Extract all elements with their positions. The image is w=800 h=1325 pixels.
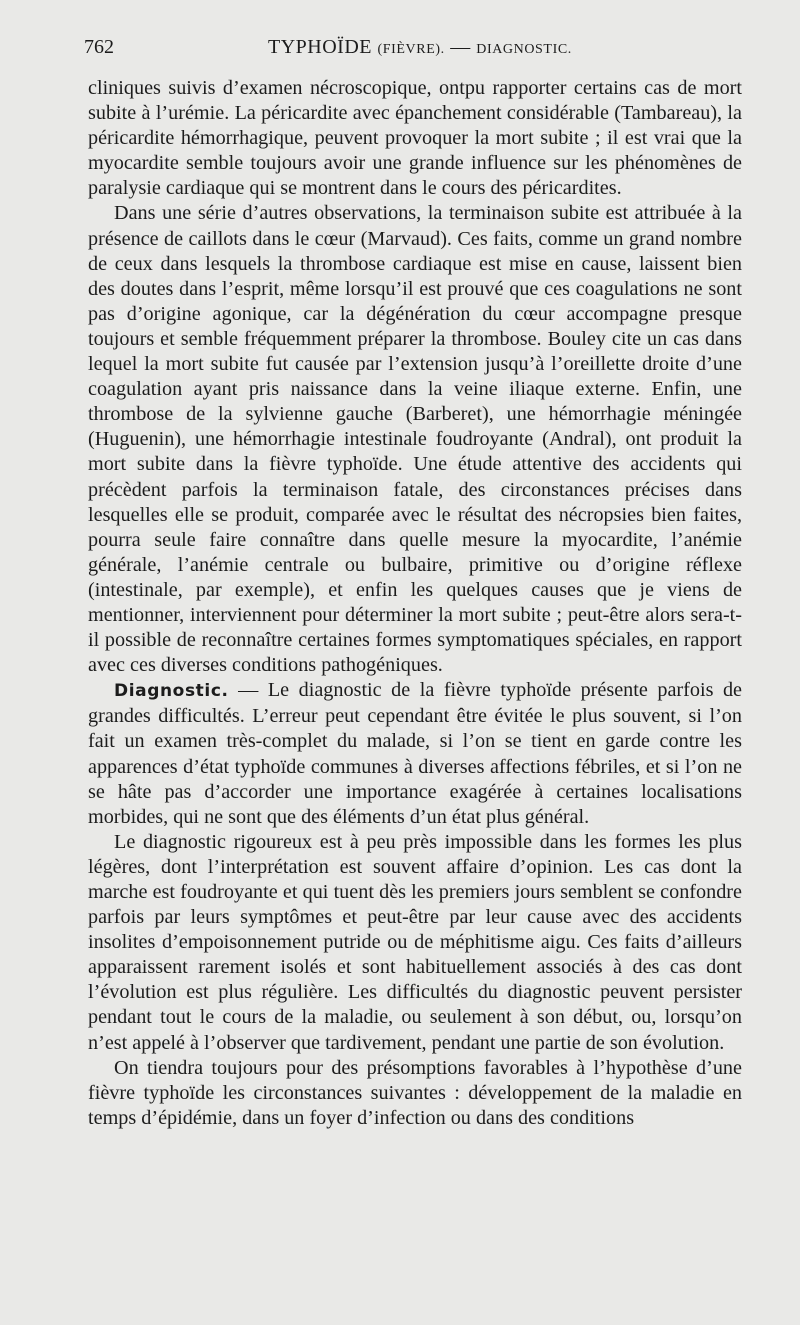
running-title-section: DIAGNOSTIC. xyxy=(476,42,572,57)
running-title-dash: — xyxy=(450,36,471,58)
paragraph-diagnostic xyxy=(88,678,742,830)
section-heading: Diagnostic. xyxy=(114,681,229,702)
paragraph-caillots: Dans une série d’autres observations, la terminaison subite est attribuée à la présence de caillots dans le cœur (Marvaud). Ces faits, comme un grand nombre de ceux dans lesquels la thrombose cardiaque est mise en cause, laissent bien des doutes dans l’esprit, même lorsqu’il est prouvé que ces coagulations ne sont pas d’origine agonique, car la dégénération du cœur accompagne presque toujours et semble fréquemment préparer la thrombose. Bouley cite un cas dans lequel la mort subite fut causée par l’extension jusqu’à l’oreillette droite d’une coagulation ayant pris naissance dans la veine iliaque externe. Enfin, une thrombose de la sylvienne gauche (Barberet), une hémorrhagie méningée (Huguenin), une hémorrhagie intestinale foudroyante (Andral), ont produit la mort subite dans la fièvre typhoïde. Une étude attentive des accidents qui précèdent parfois la terminaison fatale, des circonstances précises dans lesquelles elle se produit, comparée avec le résultat des nécropsies bien faites, pourra seule faire connaître dans quelle mesure la myocardite, l’anémie générale, l’anémie centrale ou bulbaire, primitive ou d’origine réflexe (intestinale, par exemple), et enfin les quelques causes que je viens de mentionner, interviennent pour déterminer la mort subite ; peut-être alors sera-t-il possible de reconnaître certaines formes symptomatiques spéciales, en rapport avec ces diverses conditions pathogéniques. xyxy=(88,202,742,677)
page-header xyxy=(84,36,740,68)
paragraph-presomptions: On tiendra toujours pour des présomptions favorables à l’hypothèse d’une fièvre typhoïde les circonstances suivantes : développement de la maladie en temps d’épidémie, dans un foyer d’infection ou dans des conditions xyxy=(88,1056,742,1129)
running-title-main: TYPHOÏDE xyxy=(268,36,372,58)
page-number: 762 xyxy=(84,36,114,58)
running-title-paren: (FIÈVRE). xyxy=(377,42,445,57)
section-dash: — xyxy=(238,679,259,702)
running-title xyxy=(268,36,572,59)
section-text: Le diagnostic de la fièvre typhoïde présente parfois de grandes difficultés. L’erreur peut cependant être évitée le plus souvent, si l’on fait un examen très-complet du malade, si l’on se tient en garde contre les apparences d’état typhoïde communes à diverses affections fébriles, et si l’on ne se hâte pas d’accorder une importance exagérée à certaines localisations morbides, qui ne sont que des éléments d’un état plus général. xyxy=(88,679,743,828)
body-text xyxy=(88,76,742,1131)
paragraph-continued: cliniques suivis d’examen nécroscopique, ontpu rapporter certains cas de mort subite à l’urémie. La péricardite avec épanchement considérable (Tambareau), la péricardite hémorrhagique, peuvent provoquer la mort subite ; il est vrai que la myocardite semble toujours avoir une grande influence sur les phénomènes de paralysie cardiaque qui se montrent dans le cours des péricardites. xyxy=(88,77,742,200)
paragraph-diagnostic-rigoureux: Le diagnostic rigoureux est à peu près impossible dans les formes les plus légères, dont l’interprétation est souvent affaire d’opinion. Les cas dont la marche est foudroyante et qui tuent dès les premiers jours semblent se confondre parfois par leurs symptômes et peut-être par leur cause avec des accidents insolites d’empoisonnement putride ou de méphitisme aigu. Ces faits d’ailleurs apparaissent rarement isolés et sont habituellement associés à des cas dont l’évolution est plus régulière. Les difficultés du diagnostic peuvent persister pendant tout le cours de la maladie, ou seulement à son début, ou, lorsqu’on n’est appelé à l’observer que tardivement, pendant une partie de son évolution. xyxy=(88,830,742,1054)
